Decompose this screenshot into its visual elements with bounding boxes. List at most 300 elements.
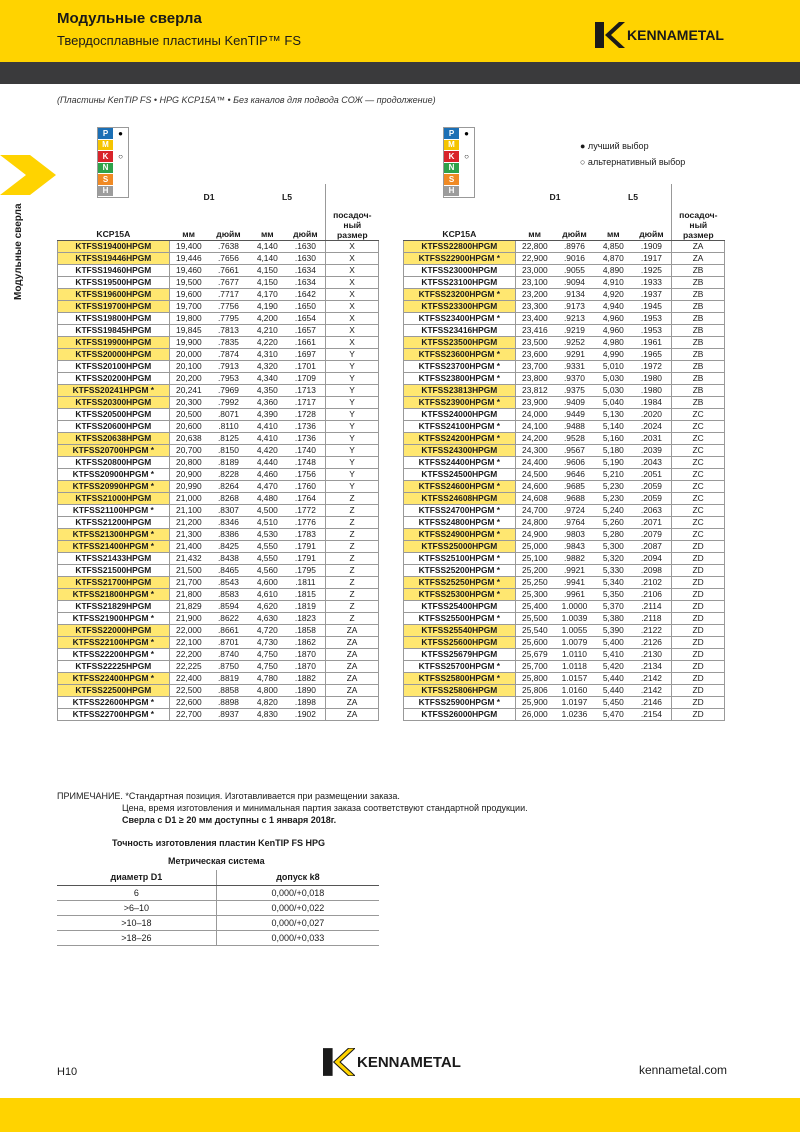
brand-name: KENNAMETAL xyxy=(627,27,724,43)
d1-mm: 22,900 xyxy=(515,253,554,265)
d1-inch: .9567 xyxy=(554,445,595,457)
d1-mm: 24,400 xyxy=(515,457,554,469)
l5-mm: 5,230 xyxy=(595,493,632,505)
d1-mm: 25,500 xyxy=(515,613,554,625)
l5-inch: .2118 xyxy=(632,613,672,625)
l5-mm: 4,730 xyxy=(249,637,286,649)
l5-mm: 4,170 xyxy=(249,289,286,301)
table-row xyxy=(404,589,725,601)
col-d1-inch: дюйм xyxy=(208,210,249,241)
l5-inch: .2114 xyxy=(632,601,672,613)
col-l5: L5 xyxy=(627,191,638,202)
fit-size: ZA xyxy=(326,637,379,649)
l5-inch: .1709 xyxy=(286,373,326,385)
table-row xyxy=(58,613,379,625)
l5-inch: .1819 xyxy=(286,601,326,613)
d1-mm: 21,000 xyxy=(169,493,208,505)
l5-mm: 4,830 xyxy=(249,709,286,721)
fit-size: ZD xyxy=(672,625,725,637)
footnote-line-2: Цена, время изготовления и минимальная партия заказа соответствуют стандартной продукции. xyxy=(122,803,528,813)
d1-inch: .8976 xyxy=(554,241,595,253)
fit-size: ZA xyxy=(326,685,379,697)
l5-mm: 5,260 xyxy=(595,517,632,529)
fit-size: Y xyxy=(326,409,379,421)
part-number: KTFSS24300HPGM xyxy=(404,445,516,457)
fit-size: X xyxy=(326,289,379,301)
l5-mm: 5,470 xyxy=(595,709,632,721)
d1-inch: .8346 xyxy=(208,517,249,529)
part-number: KTFSS21433HPGM xyxy=(58,553,170,565)
d1-mm: 20,600 xyxy=(169,421,208,433)
table-row xyxy=(58,421,379,433)
d1-inch: .8307 xyxy=(208,505,249,517)
l5-inch: .1791 xyxy=(286,541,326,553)
d1-mm: 25,200 xyxy=(515,565,554,577)
table-row xyxy=(58,313,379,325)
part-number: KTFSS20000HPGM xyxy=(58,349,170,361)
l5-inch: .1815 xyxy=(286,589,326,601)
part-number: KTFSS22200HPGM * xyxy=(58,649,170,661)
table-row xyxy=(58,409,379,421)
d1-mm: 25,540 xyxy=(515,625,554,637)
table-row xyxy=(404,601,725,613)
d1-inch: .8189 xyxy=(208,457,249,469)
d1-inch: .9134 xyxy=(554,289,595,301)
l5-mm: 4,920 xyxy=(595,289,632,301)
part-number: KTFSS23100HPGM xyxy=(404,277,516,289)
l5-inch: .1902 xyxy=(286,709,326,721)
part-number: KTFSS25100HPGM * xyxy=(404,553,516,565)
part-number: KTFSS23800HPGM * xyxy=(404,373,516,385)
l5-mm: 4,780 xyxy=(249,673,286,685)
fit-size: Y xyxy=(326,361,379,373)
l5-mm: 5,380 xyxy=(595,613,632,625)
l5-mm: 4,800 xyxy=(249,685,286,697)
fit-size: ZD xyxy=(672,673,725,685)
fit-size: Y xyxy=(326,349,379,361)
l5-inch: .2024 xyxy=(632,421,672,433)
footnote-line-1: ПРИМЕЧАНИЕ. *Стандартная позиция. Изготавливается при размещении заказа. xyxy=(57,791,400,801)
d1-inch: .7795 xyxy=(208,313,249,325)
l5-inch: .1791 xyxy=(286,553,326,565)
material-mark xyxy=(113,163,128,175)
part-number: KTFSS24100HPGM * xyxy=(404,421,516,433)
l5-mm: 4,220 xyxy=(249,337,286,349)
d1-inch: .8937 xyxy=(208,709,249,721)
fit-size: ZD xyxy=(672,601,725,613)
material-letter-s: S xyxy=(444,174,459,186)
part-number: KTFSS22100HPGM * xyxy=(58,637,170,649)
d1-mm: 21,100 xyxy=(169,505,208,517)
d1-inch: .7656 xyxy=(208,253,249,265)
d1-inch: .9606 xyxy=(554,457,595,469)
l5-inch: .1748 xyxy=(286,457,326,469)
table-row xyxy=(404,661,725,673)
d1-inch: .8425 xyxy=(208,541,249,553)
l5-inch: .1882 xyxy=(286,673,326,685)
inserts-table-left xyxy=(57,184,379,721)
part-number: KTFSS21300HPGM * xyxy=(58,529,170,541)
d1-inch: .9646 xyxy=(554,469,595,481)
table-row xyxy=(58,241,379,253)
d1-mm: 22,400 xyxy=(169,673,208,685)
d1-inch: 1.0157 xyxy=(554,673,595,685)
fit-size: ZD xyxy=(672,697,725,709)
d1-mm: 22,600 xyxy=(169,697,208,709)
col-d1: D1 xyxy=(203,191,215,202)
part-number: KTFSS24500HPGM xyxy=(404,469,516,481)
part-number: KTFSS22700HPGM * xyxy=(58,709,170,721)
l5-mm: 5,180 xyxy=(595,445,632,457)
part-number: KTFSS21200HPGM xyxy=(58,517,170,529)
table-row xyxy=(404,349,725,361)
part-number: KTFSS20800HPGM xyxy=(58,457,170,469)
d1-mm: 21,400 xyxy=(169,541,208,553)
footnote xyxy=(57,790,528,826)
fit-size: ZB xyxy=(672,385,725,397)
l5-mm: 5,010 xyxy=(595,361,632,373)
d1-inch: .9803 xyxy=(554,529,595,541)
table-row xyxy=(404,445,725,457)
d1-mm: 20,638 xyxy=(169,433,208,445)
table-row xyxy=(58,493,379,505)
d1-inch: .9331 xyxy=(554,361,595,373)
l5-inch: .2146 xyxy=(632,697,672,709)
d1-mm: 22,500 xyxy=(169,685,208,697)
d1-mm: 21,900 xyxy=(169,613,208,625)
part-number: KTFSS21100HPGM * xyxy=(58,505,170,517)
fit-size: ZD xyxy=(672,661,725,673)
tolerance-table xyxy=(57,870,379,946)
table-row xyxy=(58,385,379,397)
d1-inch: .7992 xyxy=(208,397,249,409)
d1-mm: 19,500 xyxy=(169,277,208,289)
d1-inch: .9449 xyxy=(554,409,595,421)
part-number: KTFSS21800HPGM * xyxy=(58,589,170,601)
tolerance-value: 0,000/+0,018 xyxy=(216,885,379,900)
fit-size: ZB xyxy=(672,265,725,277)
table-row xyxy=(404,313,725,325)
table-row xyxy=(58,289,379,301)
d1-inch: .9961 xyxy=(554,589,595,601)
l5-inch: .1933 xyxy=(632,277,672,289)
website-link[interactable]: kennametal.com xyxy=(638,1063,727,1077)
fit-size: Y xyxy=(326,469,379,481)
l5-inch: .1823 xyxy=(286,613,326,625)
d1-inch: .7756 xyxy=(208,301,249,313)
table-row xyxy=(58,577,379,589)
fit-size: ZC xyxy=(672,433,725,445)
table-row xyxy=(404,241,725,253)
part-number: KTFSS20200HPGM xyxy=(58,373,170,385)
l5-inch: .1783 xyxy=(286,529,326,541)
table-row xyxy=(404,433,725,445)
part-number: KTFSS25000HPGM xyxy=(404,541,516,553)
d1-inch: .9291 xyxy=(554,349,595,361)
fit-size: Y xyxy=(326,445,379,457)
l5-mm: 4,960 xyxy=(595,313,632,325)
l5-mm: 4,460 xyxy=(249,469,286,481)
d1-inch: 1.0197 xyxy=(554,697,595,709)
d1-inch: .8583 xyxy=(208,589,249,601)
d1-mm: 24,500 xyxy=(515,469,554,481)
d1-mm: 25,250 xyxy=(515,577,554,589)
part-number: KTFSS24608HPGM xyxy=(404,493,516,505)
table-row xyxy=(404,517,725,529)
l5-mm: 4,870 xyxy=(595,253,632,265)
fit-size: Z xyxy=(326,613,379,625)
part-number: KTFSS21500HPGM xyxy=(58,565,170,577)
d1-mm: 19,600 xyxy=(169,289,208,301)
d1-mm: 20,100 xyxy=(169,361,208,373)
fit-size: ZB xyxy=(672,301,725,313)
l5-inch: .1870 xyxy=(286,661,326,673)
l5-inch: .1717 xyxy=(286,397,326,409)
material-letter-s: S xyxy=(98,174,113,186)
l5-mm: 4,350 xyxy=(249,385,286,397)
table-row xyxy=(404,565,725,577)
table-row xyxy=(58,265,379,277)
l5-inch: .1925 xyxy=(632,265,672,277)
footer-band xyxy=(0,1098,800,1132)
l5-mm: 5,160 xyxy=(595,433,632,445)
d1-inch: .9685 xyxy=(554,481,595,493)
l5-mm: 4,850 xyxy=(595,241,632,253)
l5-inch: .1917 xyxy=(632,253,672,265)
l5-mm: 4,910 xyxy=(595,277,632,289)
l5-mm: 5,350 xyxy=(595,589,632,601)
d1-inch: .9688 xyxy=(554,493,595,505)
d1-inch: .7661 xyxy=(208,265,249,277)
tolerance-row xyxy=(57,915,379,930)
part-number: KTFSS19400HPGM xyxy=(58,241,170,253)
part-number: KTFSS23000HPGM xyxy=(404,265,516,277)
l5-inch: .1953 xyxy=(632,313,672,325)
d1-inch: .9173 xyxy=(554,301,595,313)
material-letter-p: P xyxy=(444,128,459,140)
l5-inch: .1764 xyxy=(286,493,326,505)
material-letter-m: M xyxy=(444,140,459,152)
table-row xyxy=(58,397,379,409)
table-row xyxy=(58,541,379,553)
d1-mm: 19,845 xyxy=(169,325,208,337)
d1-mm: 24,700 xyxy=(515,505,554,517)
table-row xyxy=(58,469,379,481)
part-number: KTFSS23700HPGM * xyxy=(404,361,516,373)
col-d1-mm: мм xyxy=(515,210,554,241)
l5-mm: 5,040 xyxy=(595,397,632,409)
part-number: KTFSS19800HPGM xyxy=(58,313,170,325)
table-row xyxy=(404,277,725,289)
l5-mm: 4,960 xyxy=(595,325,632,337)
l5-inch: .1776 xyxy=(286,517,326,529)
d1-inch: .8819 xyxy=(208,673,249,685)
table-row xyxy=(404,481,725,493)
table-row xyxy=(58,589,379,601)
d1-inch: .8465 xyxy=(208,565,249,577)
tolerance-diameter: >18–26 xyxy=(57,930,216,945)
part-number: KTFSS25300HPGM * xyxy=(404,589,516,601)
material-letter-n: N xyxy=(98,163,113,175)
d1-inch: .8740 xyxy=(208,649,249,661)
l5-mm: 4,150 xyxy=(249,265,286,277)
d1-inch: .8110 xyxy=(208,421,249,433)
part-number: KTFSS24700HPGM * xyxy=(404,505,516,517)
table-row xyxy=(404,649,725,661)
l5-inch: .2142 xyxy=(632,685,672,697)
d1-inch: .9764 xyxy=(554,517,595,529)
d1-inch: .8661 xyxy=(208,625,249,637)
d1-mm: 20,300 xyxy=(169,397,208,409)
l5-inch: .1728 xyxy=(286,409,326,421)
l5-mm: 4,310 xyxy=(249,349,286,361)
part-number: KTFSS23300HPGM xyxy=(404,301,516,313)
table-row xyxy=(404,709,725,721)
d1-mm: 20,800 xyxy=(169,457,208,469)
table-row xyxy=(58,625,379,637)
d1-mm: 22,225 xyxy=(169,661,208,673)
tolerance-system: Метрическая система xyxy=(168,856,265,866)
d1-inch: .8622 xyxy=(208,613,249,625)
d1-inch: .8071 xyxy=(208,409,249,421)
d1-mm: 24,900 xyxy=(515,529,554,541)
l5-mm: 5,410 xyxy=(595,649,632,661)
l5-mm: 4,360 xyxy=(249,397,286,409)
col-fit: посадоч-ный размер xyxy=(326,210,379,241)
table-row xyxy=(404,301,725,313)
l5-mm: 4,420 xyxy=(249,445,286,457)
col-l5-inch: дюйм xyxy=(286,210,326,241)
table-row xyxy=(404,421,725,433)
table-row xyxy=(404,265,725,277)
l5-mm: 5,280 xyxy=(595,529,632,541)
l5-inch: .1772 xyxy=(286,505,326,517)
l5-mm: 4,200 xyxy=(249,313,286,325)
d1-mm: 20,241 xyxy=(169,385,208,397)
l5-inch: .2059 xyxy=(632,493,672,505)
l5-inch: .1634 xyxy=(286,265,326,277)
part-number: KTFSS23400HPGM * xyxy=(404,313,516,325)
table-row xyxy=(58,673,379,685)
fit-size: Y xyxy=(326,433,379,445)
fit-size: ZD xyxy=(672,577,725,589)
d1-mm: 19,460 xyxy=(169,265,208,277)
tolerance-title: Точность изготовления пластин KenTIP FS HPG xyxy=(112,838,326,848)
table-row xyxy=(58,433,379,445)
l5-mm: 5,330 xyxy=(595,565,632,577)
l5-mm: 4,720 xyxy=(249,625,286,637)
tol-col-tolerance: допуск k8 xyxy=(216,870,379,885)
page-subtitle: Твердосплавные пластины KenTIP™ FS xyxy=(57,33,302,48)
part-number: KTFSS21829HPGM xyxy=(58,601,170,613)
part-number: KTFSS23813HPGM xyxy=(404,385,516,397)
d1-inch: .9488 xyxy=(554,421,595,433)
table-row xyxy=(404,373,725,385)
d1-mm: 20,000 xyxy=(169,349,208,361)
d1-inch: .9375 xyxy=(554,385,595,397)
d1-inch: .9016 xyxy=(554,253,595,265)
l5-inch: .2071 xyxy=(632,517,672,529)
tolerance-value: 0,000/+0,027 xyxy=(216,915,379,930)
d1-mm: 22,800 xyxy=(515,241,554,253)
fit-size: ZC xyxy=(672,529,725,541)
kennametal-k-icon xyxy=(595,22,625,48)
d1-mm: 25,800 xyxy=(515,673,554,685)
legend-best: ● лучший выбор xyxy=(580,141,649,151)
l5-inch: .2154 xyxy=(632,709,672,721)
l5-mm: 5,030 xyxy=(595,385,632,397)
d1-mm: 20,200 xyxy=(169,373,208,385)
l5-mm: 4,320 xyxy=(249,361,286,373)
part-number: KTFSS20241HPGM * xyxy=(58,385,170,397)
part-number: KTFSS23500HPGM xyxy=(404,337,516,349)
d1-mm: 22,100 xyxy=(169,637,208,649)
fit-size: Z xyxy=(326,517,379,529)
side-section-label: Модульные сверла xyxy=(13,203,24,300)
fit-size: Z xyxy=(326,505,379,517)
material-letter-m: M xyxy=(98,140,113,152)
part-number: KTFSS20638HPGM xyxy=(58,433,170,445)
fit-size: X xyxy=(326,325,379,337)
fit-size: Z xyxy=(326,553,379,565)
d1-mm: 20,990 xyxy=(169,481,208,493)
part-number: KTFSS21000HPGM xyxy=(58,493,170,505)
fit-size: ZD xyxy=(672,613,725,625)
fit-size: ZC xyxy=(672,517,725,529)
d1-mm: 25,679 xyxy=(515,649,554,661)
material-mark: ● xyxy=(459,128,474,140)
table-row xyxy=(58,301,379,313)
fit-size: ZA xyxy=(672,253,725,265)
inserts-table-right xyxy=(403,184,725,721)
l5-mm: 4,560 xyxy=(249,565,286,577)
d1-inch: .8264 xyxy=(208,481,249,493)
footer-brand: KENNAMETAL xyxy=(357,1053,461,1071)
table-row xyxy=(58,697,379,709)
d1-mm: 19,800 xyxy=(169,313,208,325)
l5-mm: 4,890 xyxy=(595,265,632,277)
d1-mm: 23,100 xyxy=(515,277,554,289)
table-row xyxy=(58,661,379,673)
table-row xyxy=(58,517,379,529)
part-number: KTFSS22900HPGM * xyxy=(404,253,516,265)
table-row xyxy=(404,505,725,517)
table-row xyxy=(58,649,379,661)
table-row xyxy=(404,697,725,709)
d1-mm: 21,700 xyxy=(169,577,208,589)
l5-inch: .1634 xyxy=(286,277,326,289)
d1-inch: .9370 xyxy=(554,373,595,385)
page-number: H10 xyxy=(57,1066,78,1078)
col-l5-mm: мм xyxy=(249,210,286,241)
table-row xyxy=(404,361,725,373)
l5-inch: .1937 xyxy=(632,289,672,301)
table-row xyxy=(404,253,725,265)
fit-size: ZB xyxy=(672,325,725,337)
d1-inch: .8386 xyxy=(208,529,249,541)
fit-size: X xyxy=(326,277,379,289)
part-number: KTFSS25800HPGM * xyxy=(404,673,516,685)
d1-inch: .9213 xyxy=(554,313,595,325)
part-number: KTFSS23200HPGM * xyxy=(404,289,516,301)
table-row xyxy=(58,277,379,289)
tolerance-row xyxy=(57,885,379,900)
l5-mm: 4,980 xyxy=(595,337,632,349)
fit-size: ZB xyxy=(672,289,725,301)
d1-mm: 23,700 xyxy=(515,361,554,373)
table-row xyxy=(58,565,379,577)
d1-inch: .9219 xyxy=(554,325,595,337)
